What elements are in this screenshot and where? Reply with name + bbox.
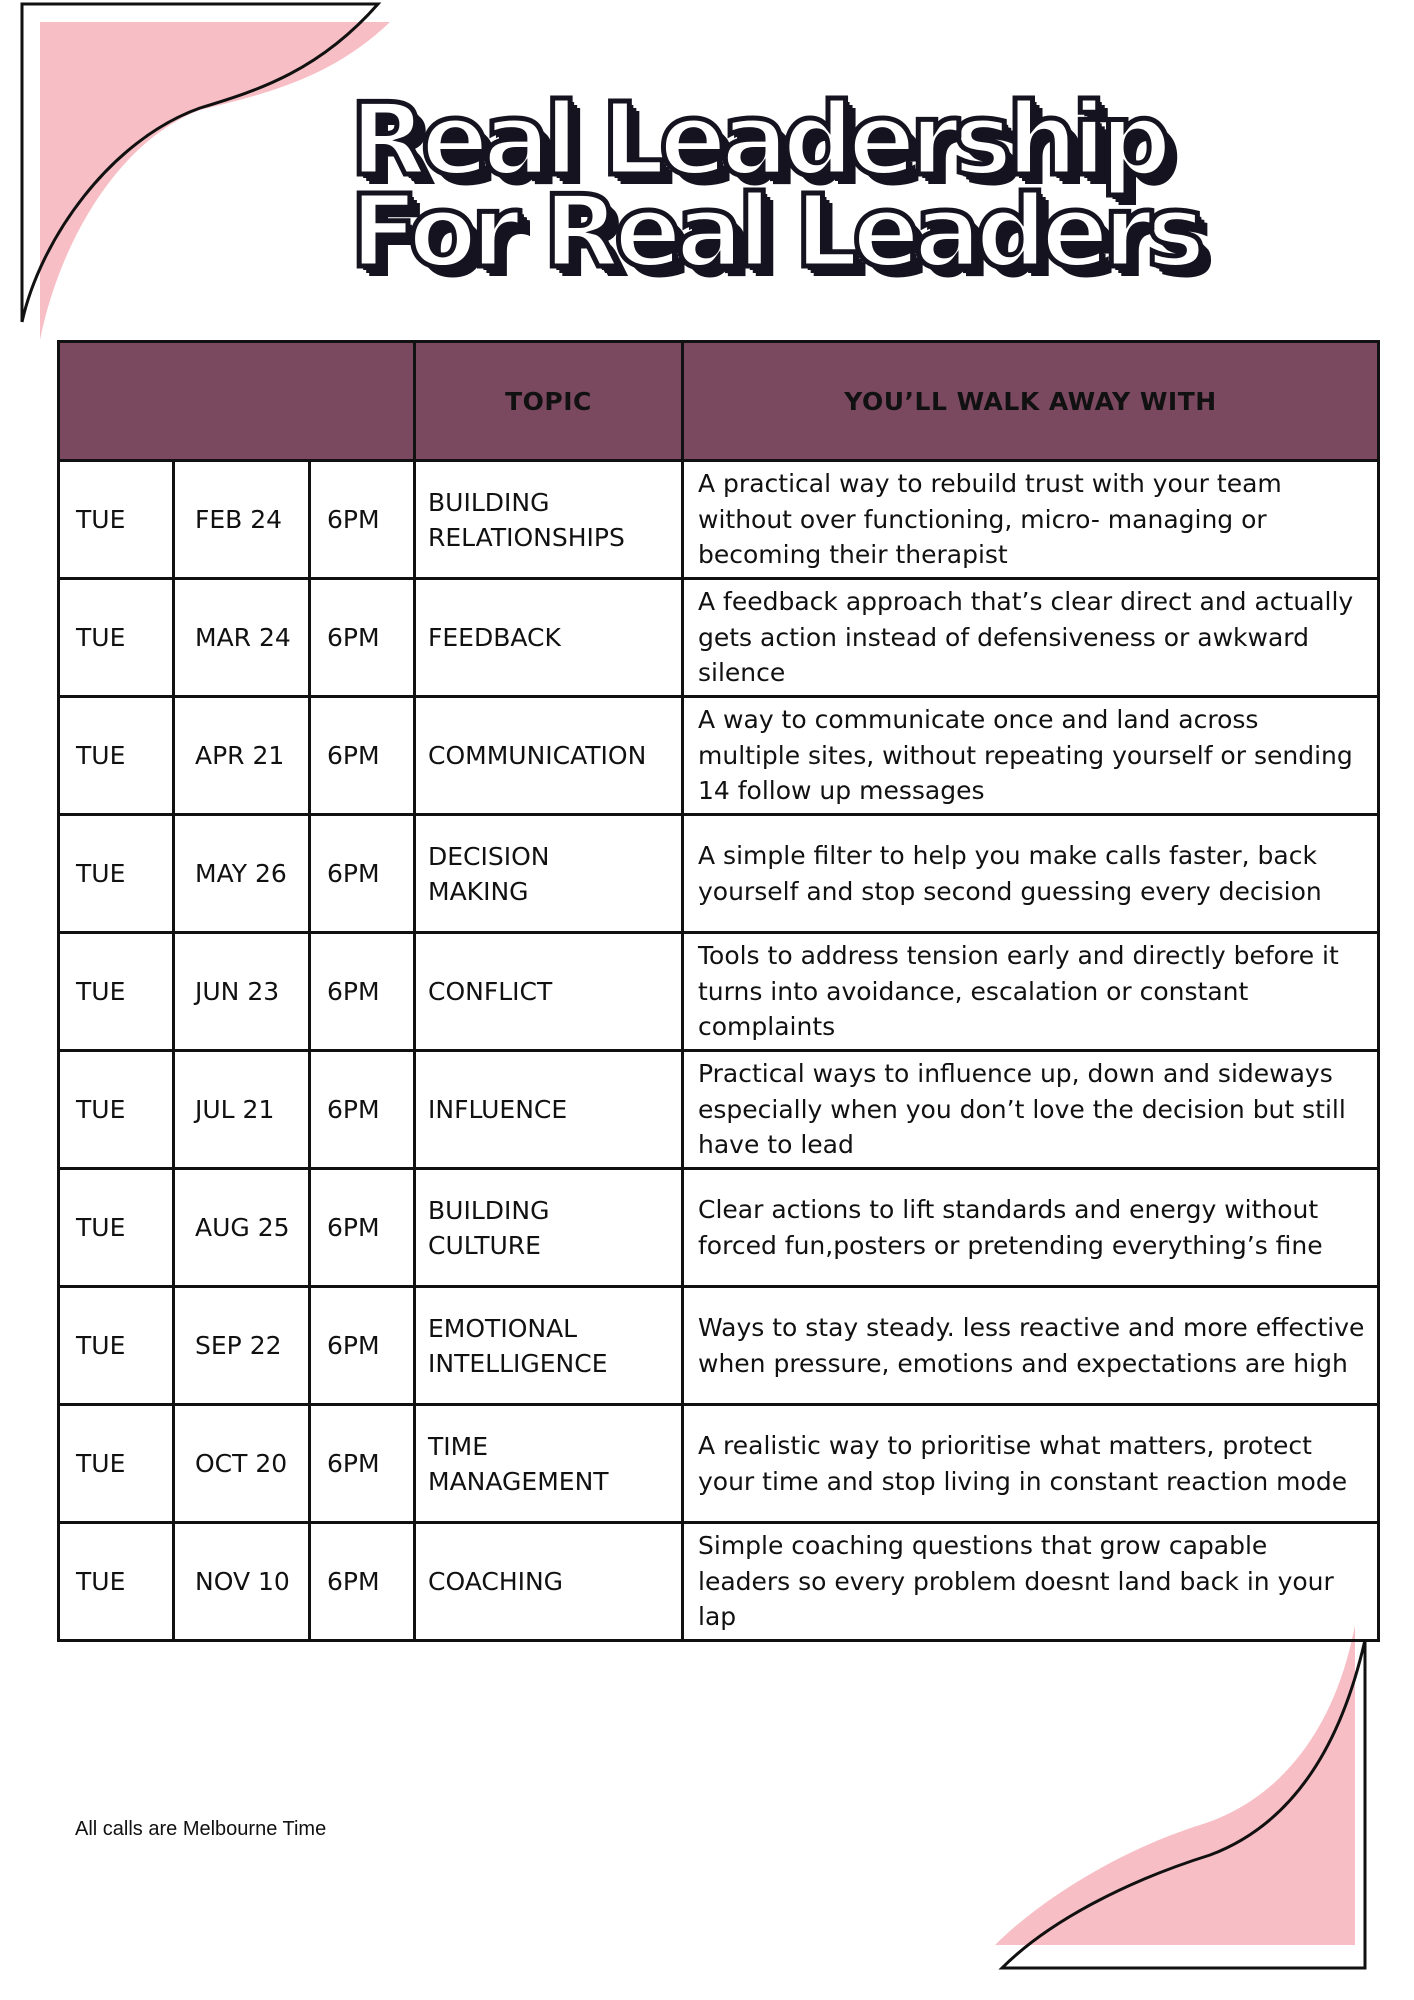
day-cell [59, 933, 174, 1051]
topic-cell-text: CONFLICT [428, 977, 553, 1006]
day-cell [59, 1405, 174, 1523]
date-cell-text: OCT 20 [195, 1449, 288, 1478]
outcome-cell [683, 1051, 1379, 1169]
topic-cell [415, 1523, 683, 1641]
time-cell [310, 815, 415, 933]
day-cell-text: TUE [76, 1095, 126, 1124]
day-cell-text: TUE [76, 505, 126, 534]
day-cell-text: TUE [76, 623, 126, 652]
date-cell [174, 1405, 310, 1523]
outcome-cell-text: A practical way to rebuild trust with your team without over functioning, micro- managing or becoming their therapist [698, 469, 1282, 570]
day-cell [59, 815, 174, 933]
topic-cell-text: FEEDBACK [428, 623, 561, 652]
date-cell [174, 1523, 310, 1641]
outcome-cell-text: Clear actions to lift standards and energy without forced fun,posters or pretending everything’s fine [698, 1195, 1323, 1260]
time-cell-text: 6PM [327, 741, 380, 770]
time-cell-text: 6PM [327, 1331, 380, 1360]
day-cell [59, 1287, 174, 1405]
time-cell [310, 1523, 415, 1641]
date-cell [174, 579, 310, 697]
topic-cell [415, 815, 683, 933]
outcome-cell [683, 1287, 1379, 1405]
day-cell-text: TUE [76, 977, 126, 1006]
page-title [350, 81, 1250, 290]
time-cell-text: 6PM [327, 1567, 380, 1596]
header-topic: TOPIC [415, 342, 683, 461]
header-outcome: YOU’LL WALK AWAY WITH [683, 342, 1379, 461]
table-row [59, 1169, 1379, 1287]
outcome-cell-text: Simple coaching questions that grow capable leaders so every problem doesnt land back in your lap [698, 1531, 1334, 1632]
time-cell-text: 6PM [327, 1213, 380, 1242]
outcome-cell [683, 1405, 1379, 1523]
title-line-1: Real Leadership [350, 81, 1166, 198]
table-row [59, 1523, 1379, 1641]
day-cell-text: TUE [76, 1449, 126, 1478]
time-cell-text: 6PM [327, 1095, 380, 1124]
topic-cell [415, 1287, 683, 1405]
date-cell [174, 1287, 310, 1405]
topic-cell [415, 1051, 683, 1169]
outcome-cell-text: A way to communicate once and land across multiple sites, without repeating yourself or sending 14 follow up messages [698, 705, 1353, 806]
day-cell [59, 1051, 174, 1169]
day-cell-text: TUE [76, 741, 126, 770]
time-cell [310, 1405, 415, 1523]
day-cell [59, 697, 174, 815]
pink-swoosh-shape [40, 22, 390, 340]
topic-cell-text: INFLUENCE [428, 1095, 568, 1124]
outcome-cell [683, 697, 1379, 815]
time-cell [310, 697, 415, 815]
header-blank-cell [59, 342, 415, 461]
date-cell-text: MAR 24 [195, 623, 291, 652]
time-cell [310, 579, 415, 697]
time-cell-text: 6PM [327, 859, 380, 888]
corner-decoration-bottom-right [980, 1600, 1400, 2000]
table-row [59, 579, 1379, 697]
outcome-cell [683, 1169, 1379, 1287]
date-cell-text: MAY 26 [195, 859, 287, 888]
topic-cell-text: EMOTIONAL INTELLIGENCE [428, 1313, 608, 1378]
outcome-cell-text: Practical ways to influence up, down and sideways especially when you don’t love the decision but still have to lead [698, 1059, 1346, 1160]
time-cell-text: 6PM [327, 505, 380, 534]
day-cell-text: TUE [76, 859, 126, 888]
topic-cell [415, 933, 683, 1051]
table-row [59, 1405, 1379, 1523]
table-row [59, 815, 1379, 933]
topic-cell [415, 579, 683, 697]
outcome-cell-text: Ways to stay steady. less reactive and more effective when pressure, emotions and expectations are high [698, 1313, 1365, 1378]
topic-cell [415, 697, 683, 815]
outcome-cell-text: Tools to address tension early and directly before it turns into avoidance, escalation or constant complaints [698, 941, 1339, 1042]
timezone-footnote: All calls are Melbourne Time [75, 1818, 327, 1840]
time-cell [310, 1169, 415, 1287]
outcome-cell [683, 815, 1379, 933]
time-cell [310, 933, 415, 1051]
topic-cell-text: DECISION MAKING [428, 841, 550, 906]
date-cell-text: NOV 10 [195, 1567, 290, 1596]
table-header-row [59, 342, 1379, 461]
date-cell-text: SEP 22 [195, 1331, 282, 1360]
outcome-cell-text: A feedback approach that’s clear direct and actually gets action instead of defensiveness or awkward silence [698, 587, 1354, 688]
date-cell [174, 697, 310, 815]
time-cell-text: 6PM [327, 1449, 380, 1478]
topic-cell-text: COMMUNICATION [428, 741, 647, 770]
topic-cell [415, 461, 683, 579]
date-cell-text: FEB 24 [195, 505, 283, 534]
day-cell-text: TUE [76, 1213, 126, 1242]
day-cell-text: TUE [76, 1331, 126, 1360]
topic-cell [415, 1405, 683, 1523]
date-cell-text: JUL 21 [195, 1095, 275, 1124]
table-row [59, 461, 1379, 579]
topic-cell [415, 1169, 683, 1287]
table-row [59, 933, 1379, 1051]
date-cell [174, 1169, 310, 1287]
date-cell [174, 815, 310, 933]
schedule-table [57, 340, 1380, 1642]
day-cell [59, 579, 174, 697]
outcome-cell [683, 461, 1379, 579]
outcome-cell [683, 933, 1379, 1051]
date-cell [174, 1051, 310, 1169]
time-cell-text: 6PM [327, 623, 380, 652]
outcome-cell-text: A realistic way to prioritise what matters, protect your time and stop living in constant reaction mode [698, 1431, 1348, 1496]
day-cell [59, 1169, 174, 1287]
day-cell-text: TUE [76, 1567, 126, 1596]
outcome-cell [683, 579, 1379, 697]
outcome-cell [683, 1523, 1379, 1641]
topic-cell-text: TIME MANAGEMENT [428, 1431, 609, 1496]
time-cell [310, 1051, 415, 1169]
day-cell [59, 461, 174, 579]
outcome-cell-text: A simple filter to help you make calls faster, back yourself and stop second guessing every decision [698, 841, 1322, 906]
date-cell-text: AUG 25 [195, 1213, 290, 1242]
date-cell [174, 933, 310, 1051]
table-row [59, 697, 1379, 815]
topic-cell-text: COACHING [428, 1567, 564, 1596]
title-line-2: For Real Leaders [350, 173, 1200, 290]
time-cell [310, 1287, 415, 1405]
topic-cell-text: BUILDING RELATIONSHIPS [428, 487, 625, 552]
date-cell-text: JUN 23 [195, 977, 280, 1006]
date-cell-text: APR 21 [195, 741, 285, 770]
time-cell-text: 6PM [327, 977, 380, 1006]
time-cell [310, 461, 415, 579]
topic-cell-text: BUILDING CULTURE [428, 1195, 550, 1260]
table-row [59, 1051, 1379, 1169]
table-row [59, 1287, 1379, 1405]
day-cell [59, 1523, 174, 1641]
date-cell [174, 461, 310, 579]
